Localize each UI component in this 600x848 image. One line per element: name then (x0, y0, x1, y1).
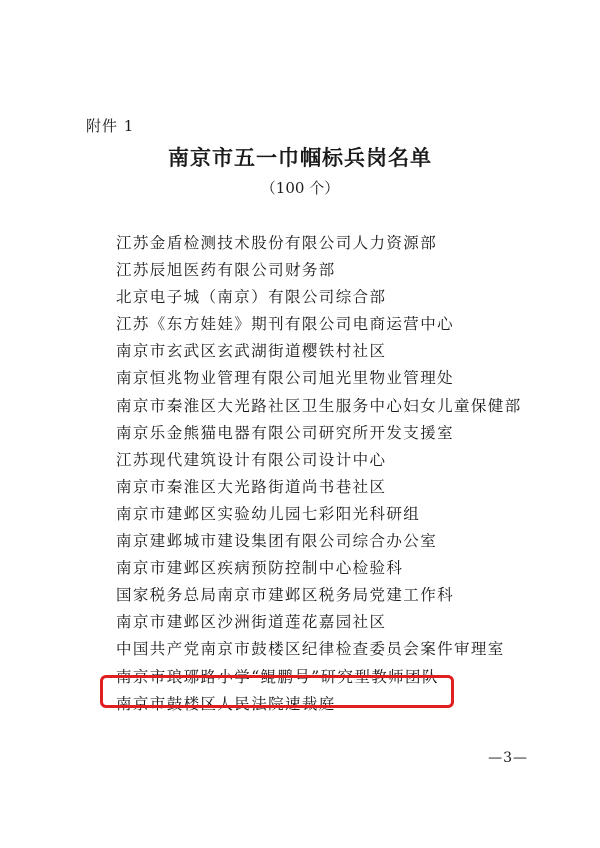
list-item: 江苏辰旭医药有限公司财务部 (116, 261, 336, 280)
list-item: 南京市建邺区疾病预防控制中心检验科 (116, 559, 404, 578)
attachment-label: 附件 1 (86, 117, 135, 135)
document-title: 南京市五一巾帼标兵岗名单 (168, 145, 432, 170)
list-item: 南京乐金熊猫电器有限公司研究所开发支援室 (116, 423, 455, 442)
list-item: 南京市秦淮区大光路街道尚书巷社区 (116, 477, 387, 496)
list-item: 江苏现代建筑设计有限公司设计中心 (116, 450, 387, 469)
list-item: 南京市建邺区实验幼儿园七彩阳光科研组 (116, 504, 421, 523)
list-item: 中国共产党南京市鼓楼区纪律检查委员会案件审理室 (116, 640, 505, 659)
list-item: 南京建邺城市建设集团有限公司综合办公室 (116, 532, 438, 551)
list-item: 北京电子城（南京）有限公司综合部 (116, 288, 387, 307)
list-item: 南京市玄武区玄武湖街道樱铁村社区 (116, 342, 387, 361)
list-item: 南京市建邺区沙洲街道莲花嘉园社区 (116, 613, 387, 632)
list-item: 南京市秦淮区大光路社区卫生服务中心妇女儿童保健部 (116, 396, 522, 415)
document-subtitle: （100 个） (260, 179, 340, 197)
page-number: —3— (488, 750, 528, 766)
list-item-highlighted: 南京市琅琊路小学“鲲鹏号”研究型教师团队 (116, 667, 439, 686)
list-item: 江苏《东方娃娃》期刊有限公司电商运营中心 (116, 315, 455, 334)
list-item: 国家税务总局南京市建邺区税务局党建工作科 (116, 586, 455, 605)
list-item: 南京市鼓楼区人民法院速裁庭 (116, 694, 336, 713)
entry-list (116, 232, 522, 720)
list-item: 江苏金盾检测技术股份有限公司人力资源部 (116, 234, 438, 252)
list-item: 南京恒兆物业管理有限公司旭光里物业管理处 (116, 369, 455, 388)
highlight-box (100, 675, 454, 708)
